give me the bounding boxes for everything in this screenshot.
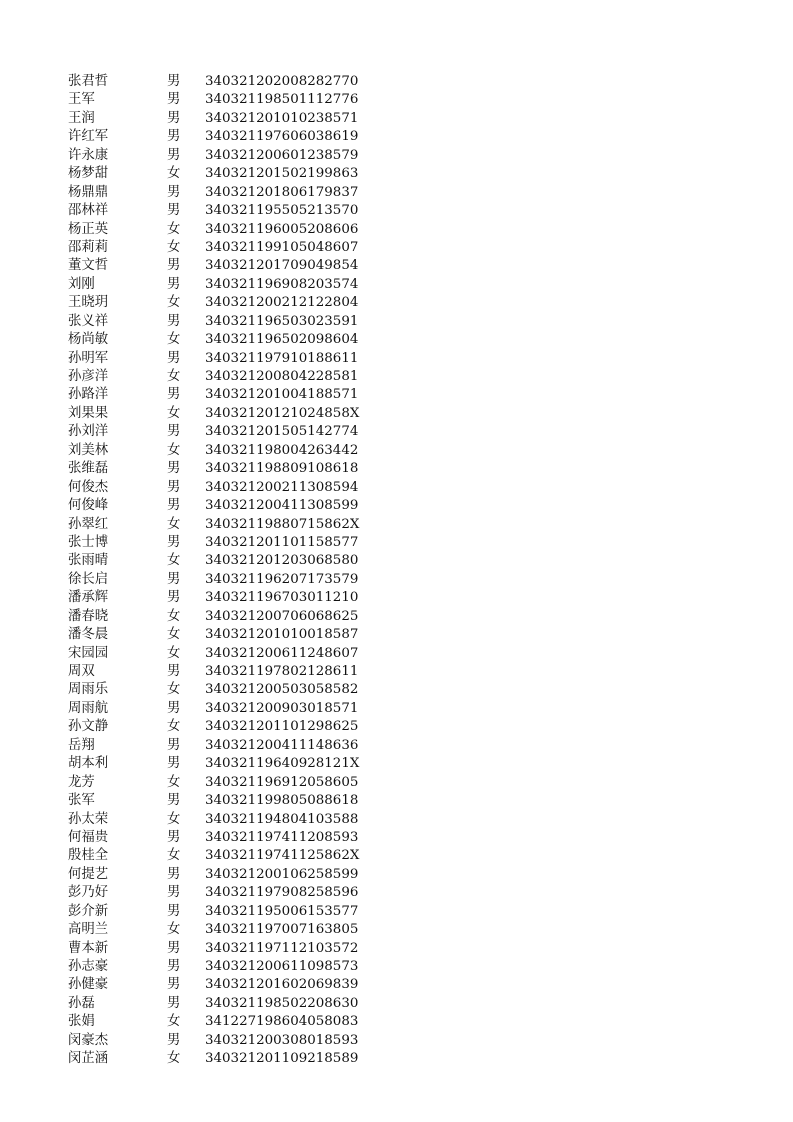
name-cell: 徐长启 <box>68 571 109 587</box>
gender-cell: 女 <box>167 166 181 182</box>
table-row <box>68 866 358 884</box>
id-number-cell: 340321197112103572 <box>205 940 359 956</box>
name-cell: 孙彦洋 <box>68 369 109 384</box>
name-cell: 董文哲 <box>68 258 109 274</box>
person-record-table <box>68 73 358 1069</box>
name-cell: 胡本利 <box>68 756 109 772</box>
table-row <box>68 405 358 423</box>
name-cell: 周雨乐 <box>68 682 109 698</box>
gender-cell: 女 <box>167 848 181 864</box>
name-cell: 刘美林 <box>68 442 109 458</box>
table-row <box>68 718 358 736</box>
table-row <box>68 921 358 939</box>
name-cell: 何福贵 <box>68 829 109 845</box>
name-cell: 何提艺 <box>68 866 109 882</box>
table-row <box>68 792 358 810</box>
gender-cell: 男 <box>167 866 181 882</box>
id-number-cell: 340321200611248607 <box>205 645 359 661</box>
gender-cell: 男 <box>167 313 181 329</box>
gender-cell: 女 <box>167 627 181 643</box>
id-number-cell: 340321197606038619 <box>205 129 359 145</box>
name-cell: 刘刚 <box>68 276 95 292</box>
table-row <box>68 995 358 1013</box>
name-cell: 殷桂全 <box>68 848 109 864</box>
gender-cell: 女 <box>167 811 181 827</box>
gender-cell: 男 <box>167 258 181 274</box>
id-number-cell: 340321201709049854 <box>205 258 359 274</box>
gender-cell: 男 <box>167 995 181 1011</box>
gender-cell: 男 <box>167 110 181 126</box>
name-cell: 闵芷涵 <box>68 1051 109 1067</box>
table-row <box>68 516 358 534</box>
table-row <box>68 811 358 829</box>
gender-cell: 男 <box>167 885 181 901</box>
id-number-cell: 340321200308018593 <box>205 1032 359 1048</box>
table-row <box>68 368 358 386</box>
gender-cell: 男 <box>167 479 181 495</box>
table-row <box>68 257 358 275</box>
id-number-cell: 340321201109218589 <box>205 1051 359 1067</box>
id-number-cell: 340321196502098604 <box>205 332 359 348</box>
id-number-cell: 340321197411208593 <box>205 829 359 845</box>
table-row <box>68 940 358 958</box>
table-row <box>68 1013 358 1031</box>
name-cell: 曹本新 <box>68 940 109 956</box>
name-cell: 杨正英 <box>68 221 109 237</box>
name-cell: 龙芳 <box>68 774 95 790</box>
id-number-cell: 340321201502199863 <box>205 166 359 182</box>
table-row <box>68 663 358 681</box>
table-row <box>68 1032 358 1050</box>
gender-cell: 男 <box>167 387 181 403</box>
name-cell: 何俊峰 <box>68 498 109 514</box>
id-number-cell: 340321198004263442 <box>205 442 359 458</box>
table-row <box>68 239 358 257</box>
table-row <box>68 221 358 239</box>
table-row <box>68 350 358 368</box>
id-number-cell: 340321197908258596 <box>205 885 359 901</box>
table-row <box>68 958 358 976</box>
id-number-cell: 340321200211308594 <box>205 479 359 495</box>
name-cell: 邵林祥 <box>68 203 109 219</box>
name-cell: 邵莉莉 <box>68 239 109 255</box>
table-row <box>68 184 358 202</box>
table-row <box>68 147 358 165</box>
table-row <box>68 903 358 921</box>
id-number-cell: 340321196908203574 <box>205 276 359 292</box>
id-number-cell: 340321201010238571 <box>205 110 359 126</box>
name-cell: 潘春晓 <box>68 608 109 624</box>
gender-cell: 男 <box>167 147 181 163</box>
name-cell: 孙太荣 <box>68 811 109 827</box>
id-number-cell: 340321200706068625 <box>205 608 359 624</box>
name-cell: 刘果果 <box>68 405 109 421</box>
table-row <box>68 645 358 663</box>
id-number-cell: 340321202008282770 <box>205 74 359 89</box>
id-number-cell: 340321198809108618 <box>205 461 359 477</box>
gender-cell: 女 <box>167 608 181 624</box>
gender-cell: 男 <box>167 498 181 514</box>
name-cell: 张君哲 <box>68 74 109 89</box>
table-row <box>68 589 358 607</box>
name-cell: 许永康 <box>68 147 109 163</box>
id-number-cell: 340321196207173579 <box>205 571 359 587</box>
gender-cell: 女 <box>167 774 181 790</box>
name-cell: 高明兰 <box>68 922 109 938</box>
id-number-cell: 340321201602069839 <box>205 977 359 993</box>
id-number-cell: 340321197802128611 <box>205 664 359 679</box>
id-number-cell: 340321198501112776 <box>205 92 359 108</box>
gender-cell: 男 <box>167 590 181 606</box>
table-row <box>68 110 358 128</box>
name-cell: 潘承辉 <box>68 590 109 606</box>
table-row <box>68 331 358 349</box>
name-cell: 彭介新 <box>68 903 109 919</box>
id-number-cell: 34032120121024858X <box>205 405 360 421</box>
gender-cell: 女 <box>167 1051 181 1067</box>
id-number-cell: 340321200804228581 <box>205 369 359 384</box>
id-number-cell: 34032119880715862X <box>205 516 360 532</box>
table-row <box>68 847 358 865</box>
id-number-cell: 34032119640928121X <box>205 756 360 772</box>
name-cell: 孙志豪 <box>68 959 109 974</box>
name-cell: 张雨晴 <box>68 553 109 569</box>
name-cell: 孙刘洋 <box>68 424 109 440</box>
gender-cell: 男 <box>167 700 181 716</box>
gender-cell: 男 <box>167 276 181 292</box>
gender-cell: 男 <box>167 534 181 550</box>
table-row <box>68 202 358 220</box>
table-row <box>68 755 358 773</box>
gender-cell: 女 <box>167 239 181 255</box>
gender-cell: 男 <box>167 977 181 993</box>
gender-cell: 男 <box>167 664 181 679</box>
name-cell: 王军 <box>68 92 95 108</box>
id-number-cell: 340321200611098573 <box>205 959 359 974</box>
name-cell: 杨梦甜 <box>68 166 109 182</box>
id-number-cell: 340321194804103588 <box>205 811 359 827</box>
id-number-cell: 340321200601238579 <box>205 147 359 163</box>
id-number-cell: 340321201806179837 <box>205 184 359 200</box>
table-row <box>68 294 358 312</box>
gender-cell: 女 <box>167 442 181 458</box>
id-number-cell: 340321201101158577 <box>205 534 359 550</box>
table-row <box>68 681 358 699</box>
table-row <box>68 276 358 294</box>
id-number-cell: 340321198502208630 <box>205 995 359 1011</box>
table-row <box>68 423 358 441</box>
id-number-cell: 340321200903018571 <box>205 700 359 716</box>
table-row <box>68 700 358 718</box>
gender-cell: 女 <box>167 516 181 532</box>
id-number-cell: 340321201101298625 <box>205 719 359 735</box>
id-number-cell: 340321201203068580 <box>205 553 359 569</box>
table-row <box>68 313 358 331</box>
name-cell: 张维磊 <box>68 461 109 477</box>
name-cell: 宋园园 <box>68 645 109 661</box>
gender-cell: 男 <box>167 959 181 974</box>
gender-cell: 男 <box>167 737 181 753</box>
table-row <box>68 608 358 626</box>
gender-cell: 男 <box>167 184 181 200</box>
gender-cell: 男 <box>167 1032 181 1048</box>
gender-cell: 男 <box>167 793 181 809</box>
id-number-cell: 340321201010018587 <box>205 627 359 643</box>
gender-cell: 男 <box>167 461 181 477</box>
gender-cell: 女 <box>167 1014 181 1030</box>
id-number-cell: 340321197007163805 <box>205 922 359 938</box>
table-row <box>68 73 358 91</box>
name-cell: 许红军 <box>68 129 109 145</box>
gender-cell: 女 <box>167 369 181 384</box>
id-number-cell: 340321196703011210 <box>205 590 359 606</box>
table-row <box>68 774 358 792</box>
id-number-cell: 340321201004188571 <box>205 387 359 403</box>
name-cell: 岳翔 <box>68 737 95 753</box>
table-row <box>68 1050 358 1068</box>
id-number-cell: 340321200212122804 <box>205 295 359 311</box>
name-cell: 何俊杰 <box>68 479 109 495</box>
gender-cell: 男 <box>167 203 181 219</box>
table-row <box>68 534 358 552</box>
name-cell: 孙文静 <box>68 719 109 735</box>
gender-cell: 女 <box>167 645 181 661</box>
name-cell: 张娟 <box>68 1014 95 1030</box>
id-number-cell: 340321200106258599 <box>205 866 359 882</box>
id-number-cell: 34032119741125862X <box>205 848 360 864</box>
gender-cell: 女 <box>167 682 181 698</box>
table-row <box>68 91 358 109</box>
name-cell: 张军 <box>68 793 95 809</box>
name-cell: 王晓玥 <box>68 295 109 311</box>
id-number-cell: 340321196005208606 <box>205 221 359 237</box>
table-row <box>68 976 358 994</box>
gender-cell: 女 <box>167 922 181 938</box>
id-number-cell: 340321196912058605 <box>205 774 359 790</box>
name-cell: 王润 <box>68 110 95 126</box>
table-row <box>68 386 358 404</box>
gender-cell: 男 <box>167 903 181 919</box>
name-cell: 潘冬晨 <box>68 627 109 643</box>
id-number-cell: 340321199805088618 <box>205 793 359 809</box>
table-row <box>68 571 358 589</box>
gender-cell: 男 <box>167 571 181 587</box>
table-row <box>68 128 358 146</box>
gender-cell: 男 <box>167 756 181 772</box>
name-cell: 彭乃好 <box>68 885 109 901</box>
gender-cell: 男 <box>167 424 181 440</box>
name-cell: 周双 <box>68 664 95 679</box>
table-row <box>68 737 358 755</box>
table-row <box>68 626 358 644</box>
gender-cell: 男 <box>167 829 181 845</box>
gender-cell: 男 <box>167 940 181 956</box>
id-number-cell: 340321199105048607 <box>205 239 359 255</box>
table-row <box>68 165 358 183</box>
id-number-cell: 340321196503023591 <box>205 313 359 329</box>
id-number-cell: 340321200411148636 <box>205 737 359 753</box>
gender-cell: 女 <box>167 719 181 735</box>
name-cell: 周雨航 <box>68 700 109 716</box>
id-number-cell: 340321195505213570 <box>205 203 359 219</box>
gender-cell: 女 <box>167 221 181 237</box>
name-cell: 杨尚敏 <box>68 332 109 348</box>
gender-cell: 男 <box>167 129 181 145</box>
id-number-cell: 340321195006153577 <box>205 903 359 919</box>
gender-cell: 女 <box>167 405 181 421</box>
name-cell: 张义祥 <box>68 313 109 329</box>
name-cell: 孙健豪 <box>68 977 109 993</box>
id-number-cell: 340321197910188611 <box>205 350 359 366</box>
table-row <box>68 552 358 570</box>
table-row <box>68 884 358 902</box>
id-number-cell: 340321200503058582 <box>205 682 359 698</box>
name-cell: 张士博 <box>68 534 109 550</box>
name-cell: 孙路洋 <box>68 387 109 403</box>
id-number-cell: 340321200411308599 <box>205 498 359 514</box>
table-row <box>68 460 358 478</box>
table-row <box>68 829 358 847</box>
gender-cell: 男 <box>167 350 181 366</box>
name-cell: 孙明军 <box>68 350 109 366</box>
id-number-cell: 341227198604058083 <box>205 1014 359 1030</box>
name-cell: 杨鼎鼎 <box>68 184 109 200</box>
gender-cell: 男 <box>167 74 181 89</box>
table-row <box>68 442 358 460</box>
name-cell: 孙翠红 <box>68 516 109 532</box>
name-cell: 孙磊 <box>68 995 95 1011</box>
table-row <box>68 497 358 515</box>
id-number-cell: 340321201505142774 <box>205 424 359 440</box>
gender-cell: 女 <box>167 332 181 348</box>
gender-cell: 女 <box>167 553 181 569</box>
name-cell: 闵豪杰 <box>68 1032 109 1048</box>
table-row <box>68 479 358 497</box>
gender-cell: 男 <box>167 92 181 108</box>
gender-cell: 女 <box>167 295 181 311</box>
